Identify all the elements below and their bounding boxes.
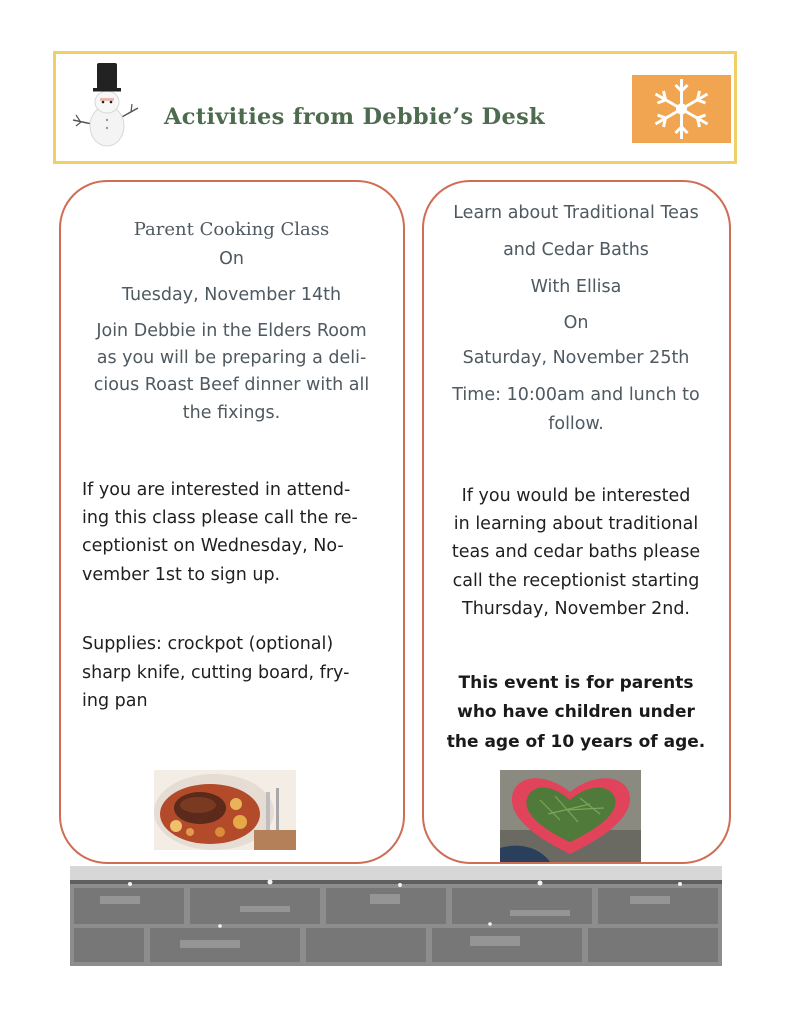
page-title: Activities from Debbie’s Desk [164, 104, 545, 130]
teas-on: On [563, 313, 589, 333]
interest-line: teas and cedar baths please [451, 542, 701, 562]
teas-with: With Ellisa [530, 277, 622, 297]
teas-time-line: follow. [548, 414, 604, 434]
interest-line: call the receptionist starting [452, 571, 700, 591]
description-line: the fixings. [182, 403, 281, 423]
age-note-line: This event is for parents [458, 673, 694, 693]
supplies-line: Supplies: crockpot (optional) [82, 634, 334, 654]
cooking-class-on: On [219, 249, 244, 269]
cedar-heart-image [500, 770, 641, 862]
description-line: as you will be preparing a deli- [96, 348, 367, 368]
teas-date: Saturday, November 25th [462, 348, 690, 368]
cooking-class-card [59, 180, 405, 864]
teas-cedar-card [422, 180, 731, 864]
age-note-line: the age of 10 years of age. [446, 732, 706, 752]
description-line: Join Debbie in the Elders Room [96, 321, 367, 341]
interest-line: Thursday, November 2nd. [462, 599, 690, 619]
snowman-icon [70, 58, 142, 150]
signup-line: If you are interested in attend- [82, 480, 351, 500]
header-banner [53, 51, 737, 164]
interest-line: in learning about traditional [453, 514, 699, 534]
teas-title-line: Learn about Traditional Teas [453, 203, 699, 223]
signup-line: ing this class please call the re- [82, 508, 358, 528]
teas-title-line: and Cedar Baths [503, 240, 649, 260]
age-note-line: who have children under [457, 702, 695, 722]
cooking-class-title: Parent Cooking Class [133, 219, 330, 240]
signup-line: ceptionist on Wednesday, No- [82, 536, 344, 556]
interest-line: If you would be interested [461, 486, 691, 506]
supplies-line: sharp knife, cutting board, fry- [82, 663, 350, 683]
stone-wall-border [70, 866, 722, 966]
signup-line: vember 1st to sign up. [82, 565, 281, 585]
roast-beef-image [154, 770, 296, 850]
supplies-line: ing pan [82, 691, 148, 711]
cooking-class-date: Tuesday, November 14th [121, 285, 342, 305]
description-line: cious Roast Beef dinner with all [93, 375, 370, 395]
teas-time-line: Time: 10:00am and lunch to [452, 385, 700, 405]
snowflake-icon [632, 75, 731, 143]
